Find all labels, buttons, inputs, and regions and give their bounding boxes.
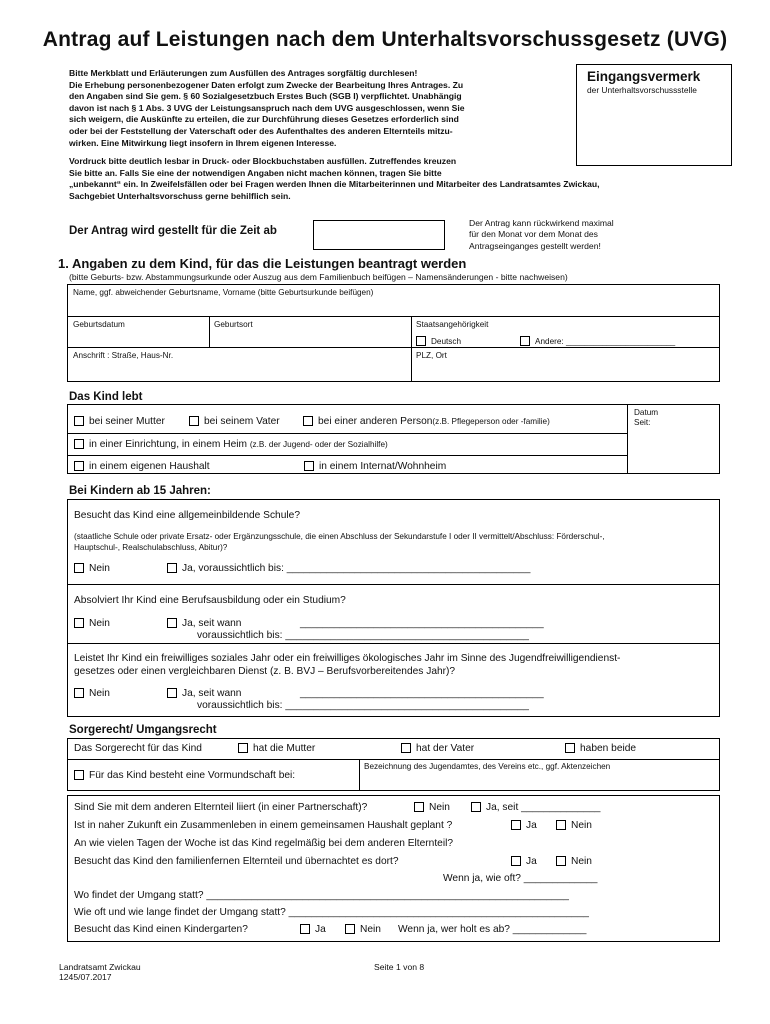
divider [68,643,719,644]
instructions-line: Sie bitte an. Falls Sie eine der notwendigen Angaben nicht machen können, tragen Sie bitte [69,167,442,178]
footer-org: Landratsamt Zwickau [59,962,141,972]
zip-city-label: PLZ, Ort [416,351,447,360]
option-label: in einem eigenen Haushalt [89,461,210,472]
option-label: Ja, seit wann [182,618,242,629]
option-note: (z.B. der Jugend- oder der Sozialhilfe) [249,440,388,449]
option-label: Deutsch [431,337,462,346]
training-no-option[interactable] [74,618,110,629]
child-lives-heading: Das Kind lebt [69,391,143,403]
checkbox[interactable] [556,820,566,830]
option-label: Ja, seit wann [182,688,242,699]
option-label: Ja, seit ______________ [486,802,601,813]
intro-line: oder bei der Feststellung der Vaterschaft oder des Aufenthaltes des anderen Elternteils mitzu- [69,125,453,136]
kindergarten-pickup-field[interactable]: Wenn ja, wer holt es ab? _____________ [398,924,587,935]
option-label: Nein [89,688,110,699]
nationality-other-option[interactable] [520,336,675,346]
custody-mother-option[interactable] [238,743,315,754]
option-label: Für das Kind besteht eine Vormundschaft bei: [89,770,296,781]
option-label: bei seiner Mutter [89,416,165,427]
checkbox[interactable] [167,563,177,573]
divider [359,759,360,790]
option-label: Nein [89,618,110,629]
cohabitation-question: Ist in naher Zukunft ein Zusammenleben in einem gemeinsamen Haushalt geplant ? [74,820,453,831]
receipt-stamp-box[interactable] [576,64,732,166]
nationality-label: Staatsangehörigkeit [416,320,489,329]
age15-table [67,499,720,717]
kindergarten-yes-option[interactable] [300,924,326,935]
date-label: Datum [634,408,659,417]
period-note [469,218,669,252]
voluntary-question [74,652,620,678]
lives-boarding-option[interactable] [304,461,446,472]
form-title: Antrag auf Leistungen nach dem Unterhaltsvorschussgesetz (UVG) [42,28,728,51]
checkbox[interactable] [303,416,313,426]
divider [68,455,627,456]
option-label: bei einer anderen Person [318,416,433,427]
instructions-line: Sachgebiet Unterhaltsvorschuss gerne behilflich sein. [69,190,291,201]
checkbox[interactable] [304,461,314,471]
checkbox[interactable] [345,924,355,934]
cohabitation-no-option[interactable] [556,820,592,831]
voluntary-question-line: Leistet Ihr Kind ein freiwilliges soziales Jahr oder ein freiwilliges ökologisches Jahr im Sinne des Jugendfreiwilligendienst- [74,653,621,664]
custody-heading: Sorgerecht/ Umgangsrecht [69,724,217,736]
section1-subtext: (bitte Geburts- bzw. Abstammungsurkunde oder Auszug aus dem Familienbuch beifügen – Namensänderungen - bitte nachweisen) [69,272,568,282]
checkbox[interactable] [471,802,481,812]
checkbox[interactable] [300,924,310,934]
school-yes-option[interactable] [167,563,530,574]
lives-own-household-option[interactable] [74,461,210,472]
divider [68,433,627,434]
days-question: An wie vielen Tagen der Woche ist das Kind regelmäßig bei dem anderen Elternteil? [74,838,454,849]
training-yes-option[interactable] [167,618,241,629]
training-until-field[interactable]: voraussichtlich bis: ___________________________________________ [197,630,529,641]
lives-institution-option[interactable] [74,439,388,450]
lives-father-option[interactable] [189,416,280,427]
page-number: Seite 1 von 8 [374,962,425,972]
child-data-table [67,284,720,382]
option-label: in einem Internat/Wohnheim [319,461,447,472]
checkbox[interactable] [565,743,575,753]
address-label: Anschrift : Straße, Haus-Nr. [73,351,174,360]
checkbox[interactable] [167,688,177,698]
custody-father-option[interactable] [401,743,474,754]
checkbox[interactable] [74,618,84,628]
voluntary-no-option[interactable] [74,688,110,699]
checkbox[interactable] [414,802,424,812]
voluntary-question-line: gesetzes oder einen vergleichbaren Dienst (z. B. BVJ – Berufsvorbereitendes Jahr)? [74,666,456,677]
checkbox[interactable] [520,336,530,346]
partnership-no-option[interactable] [414,802,450,813]
school-note [74,532,605,553]
checkbox[interactable] [167,618,177,628]
checkbox[interactable] [74,688,84,698]
option-label: Nein [571,856,592,867]
option-label: in einer Einrichtung, in einem Heim [89,439,247,450]
option-label: Ja [526,820,537,831]
school-question: Besucht das Kind eine allgemeinbildende Schule? [74,510,300,521]
instructions-line: Vordruck bitte deutlich lesbar in Druck- oder Blockbuchstaben ausfüllen. Zutreffendes kreuzen [69,156,457,166]
period-note-line: für den Monat vor dem Monat des [469,229,598,240]
custody-label: Das Sorgerecht für das Kind [74,743,202,754]
voluntary-since-field[interactable]: ___________________________________________ [300,688,544,699]
custody-both-option[interactable] [565,743,636,754]
checkbox[interactable] [416,336,426,346]
divider [411,316,412,382]
option-label: Nein [571,820,592,831]
contact-table [67,795,720,942]
child-lives-table [67,404,720,474]
cohabitation-yes-option[interactable] [511,820,537,831]
contact-location-field[interactable]: Wo findet der Umgang statt? ________________________________________________________________ [74,890,569,901]
checkbox[interactable] [74,439,84,449]
nationality-german-option[interactable] [416,336,461,346]
school-note-line: Hauptschul-, Realschulabschluss, Abitur)? [74,542,228,552]
option-label: bei seinem Vater [204,416,280,427]
guardianship-option[interactable] [74,770,295,781]
birthdate-label: Geburtsdatum [73,320,125,329]
lives-other-person-option[interactable] [303,416,550,427]
option-label: hat die Mutter [253,743,316,754]
period-note-line: Antragseinganges gestellt werden! [469,240,601,251]
checkbox[interactable] [511,856,521,866]
intro-line: davon ist nach § 1 Abs. 3 UVG der Leistungsanspruch nach dem UVG ausgeschlossen, wenn Sie [69,102,465,113]
footer-form-code: 1245/07.2017 [59,972,112,982]
checkbox[interactable] [74,416,84,426]
checkbox[interactable] [74,461,84,471]
kindergarten-no-option[interactable] [345,924,381,935]
period-label: Der Antrag wird gestellt für die Zeit ab [69,225,277,237]
divider [68,316,719,317]
school-no-option[interactable] [74,563,110,574]
option-label: haben beide [580,743,637,754]
partnership-yes-option[interactable] [471,802,600,813]
option-label: Nein [360,924,381,935]
option-note: (z.B. Pflegeperson oder -familie) [432,417,550,426]
checkbox[interactable] [238,743,248,753]
overnight-question: Besucht das Kind den familienfernen Elternteil und übernachtet es dort? [74,856,399,867]
age15-heading: Bei Kindern ab 15 Jahren: [69,485,211,497]
checkbox[interactable] [74,770,84,780]
voluntary-yes-option[interactable] [167,688,241,699]
intro-text [69,68,559,149]
partnership-question: Sind Sie mit dem anderen Elternteil liiert (in einer Partnerschaft)? [74,802,368,813]
school-note-line: (staatliche Schule oder private Ersatz- oder Ergänzungsschule, die einen Abschluss der Sekundarstufe I oder II vermittelt/Abschluss: Förderschul-, [74,532,605,541]
checkbox[interactable] [189,416,199,426]
kindergarten-question: Besucht das Kind einen Kindergarten? [74,924,248,935]
option-label: hat der Vater [416,743,475,754]
overnight-yes-option[interactable] [511,856,537,867]
instructions-line: „unbekannt“ ein. In Zweifelsfällen oder bei Fragen werden Ihnen die Mitarbeiterinnen und Mitarbeiter des Landratsamtes Zwickau, [69,179,600,190]
checkbox[interactable] [401,743,411,753]
option-label: Ja [315,924,326,935]
custody-table [67,738,720,791]
receipt-stamp-heading: Eingangsvermerk [587,69,701,84]
checkbox[interactable] [74,563,84,573]
intro-line: wirken. Eine Mitwirkung liegt insofern in Ihrem eigenen Interesse. [69,137,337,148]
divider [68,347,719,348]
option-label: Andere: ________________________ [535,337,676,346]
intro-line: Die Erhebung personenbezogener Daten erfolgt zum Zwecke der Bearbeitung Ihres Antrages. Zu [69,79,464,90]
checkbox[interactable] [511,820,521,830]
since-label: Seit: [634,418,651,427]
option-label: Ja [526,856,537,867]
birthplace-label: Geburtsort [214,320,253,329]
period-note-line: Der Antrag kann rückwirkend maximal [469,218,614,228]
voluntary-until-field[interactable]: voraussichtlich bis: ___________________________________________ [197,700,529,711]
divider [627,405,628,473]
name-label: Name, ggf. abweichender Geburtsname, Vorname (bitte Geburtsurkunde beifügen) [73,288,374,297]
overnight-no-option[interactable] [556,856,592,867]
option-label: Ja, voraussichtlich bis: ___________________________________________ [182,563,531,574]
guardianship-note: Bezeichnung des Jugendamtes, des Vereins etc., ggf. Aktenzeichen [364,762,611,771]
checkbox[interactable] [556,856,566,866]
divider [68,759,719,760]
period-start-field[interactable] [313,220,445,250]
intro-line: sich weigern, die Auskünfte zu erteilen, die zur Durchführung dieses Gesetzes erforderlich sind [69,114,459,125]
option-label: Nein [89,563,110,574]
option-label: Nein [429,802,450,813]
training-question: Absolviert Ihr Kind eine Berufsausbildung oder ein Studium? [74,595,346,606]
training-since-field[interactable]: ___________________________________________ [300,618,544,629]
overnight-frequency-field[interactable]: Wenn ja, wie oft? _____________ [443,873,598,884]
intro-line: Bitte Merkblatt und Erläuterungen zum Ausfüllen des Antrages sorgfältig durchlesen! [69,68,418,78]
contact-frequency-field[interactable]: Wie oft und wie lange findet der Umgang statt? _____________________________________________________ [74,907,589,918]
section1-heading: 1. Angaben zu dem Kind, für das die Leistungen beantragt werden [58,256,467,271]
intro-line: den Angaben sind Sie gem. § 60 Sozialgesetzbuch Erstes Buch (SGB I) verpflichtet. Unabhängig [69,91,462,102]
lives-mother-option[interactable] [74,416,165,427]
divider [68,584,719,585]
receipt-stamp-sub: der Unterhaltsvorschussstelle [587,85,697,95]
divider [209,316,210,347]
